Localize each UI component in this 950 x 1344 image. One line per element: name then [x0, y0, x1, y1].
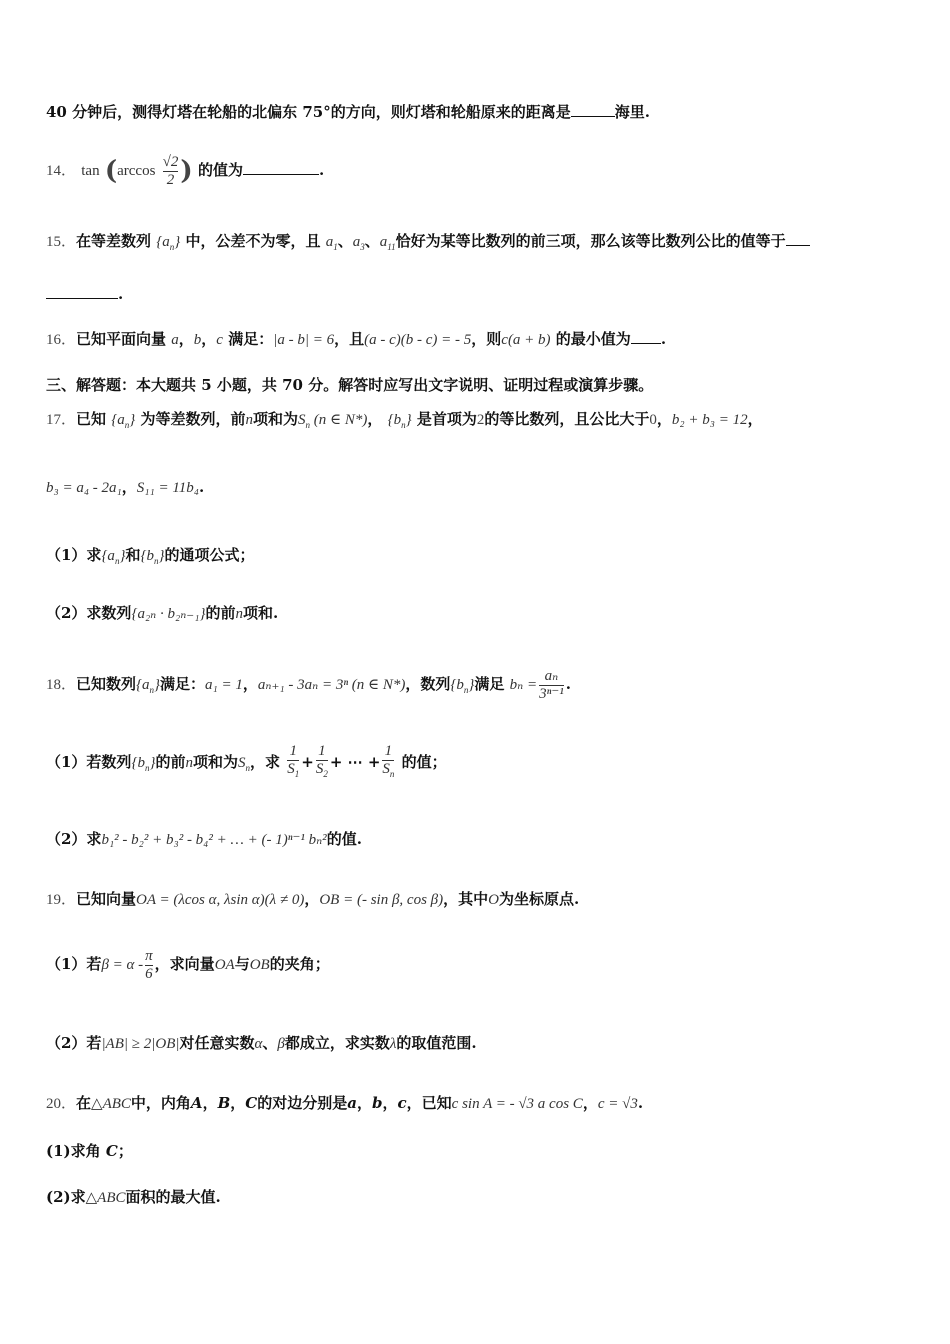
q20-part2: (2)求△ABC面积的最大值.	[46, 1188, 221, 1206]
q19-part1: （1）若β = α - $\frac{\pi}{6}$ ，求向量OA与OB的夹角；	[46, 947, 330, 982]
question-14: 14． tan (arccos $\frac{√2}{2}$ ) 的值为 .	[46, 153, 325, 188]
section-heading: 三、解答题：本大题共 5 小题，共 70 分。解答时应写出文字说明、证明过程或演算步骤。	[46, 376, 654, 394]
question-18: 18．已知数列$\{a_n\}$满足：a₁ = 1，aₙ₊₁ - 3aₙ = 3ⁿ (n ∈ N*)，数列$\{b_n\}$满足 bₙ = $\frac{\text{aₙ}}{\text{3ⁿ⁻¹}}$ .	[46, 667, 571, 702]
q17-part2: （2）求数列{a₂ₙ · b₂ₙ₋₁}的前n项和.	[46, 604, 279, 622]
q18-part1: （1）若数列$\{b_n\}$的前n项和为$S_n$，求 $\frac{1}{S_1}$ + $\frac{1}{S_2}$ + ⋯ + $\frac{1}{S_n}$ 的值；	[46, 743, 447, 779]
q17-part1: （1）求$\{a_n\}$和$\{b_n\}$的通项公式；	[46, 546, 255, 566]
answer-blank[interactable]	[631, 329, 661, 344]
q18-part2: （2）求b₁² - b₂² + b₃² - b₄² + … + (- 1)ⁿ⁻¹ bₙ²的值.	[46, 830, 362, 848]
q13-tail: 40 分钟后，测得灯塔在轮船的北偏东 75°的方向，则灯塔和轮船原来的距离是 海里.	[46, 103, 650, 121]
answer-blank[interactable]	[571, 102, 615, 117]
q19-part2: （2）若|AB| ≥ 2|OB|对任意实数α、β都成立，求实数λ的取值范围.	[46, 1034, 477, 1052]
tan-func: tan	[81, 163, 100, 179]
answer-blank-cont[interactable]	[46, 284, 118, 299]
question-15-cont: .	[46, 283, 910, 305]
question-19: 19．已知向量OA = (λcos α, λsin α)(λ ≠ 0)，OB = (- sin β, cos β)，其中O为坐标原点.	[46, 890, 580, 908]
question-15: 15．在等差数列 $\{a_n\}$ 中，公差不为零，且 $a_1$、$a_3$、$a_{11}$恰好为某等比数列的前三项，那么该等比数列公比的值等于	[46, 230, 910, 258]
answer-blank[interactable]	[243, 160, 319, 175]
answer-blank[interactable]	[786, 231, 810, 246]
question-17-cond: b₃ = a₄ - 2a₁，S₁₁ = 11b₄.	[46, 478, 205, 496]
fraction-sqrt2-over-2: $\frac{√2}{2}$	[162, 153, 179, 188]
q20-part1: (1)求角 C；	[46, 1142, 133, 1160]
question-16: 16．已知平面向量 a，b，c 满足：|a - b| = 6，且(a - c)(b - c) = - 5，则c(a + b) 的最小值为 .	[46, 330, 667, 348]
question-20: 20．在△ABC中，内角A，B，C的对边分别是a，b，c，已知c sin A = - √3 a cos C，c = √3.	[46, 1094, 644, 1112]
question-17: 17．已知 $\{a_n\}$ 为等差数列，前n项和为$S_n$ (n ∈ N*)， $\{b_n\}$ 是首项为2的等比数列，且公比大于0，b₂ + b₃ = 12，	[46, 410, 763, 430]
